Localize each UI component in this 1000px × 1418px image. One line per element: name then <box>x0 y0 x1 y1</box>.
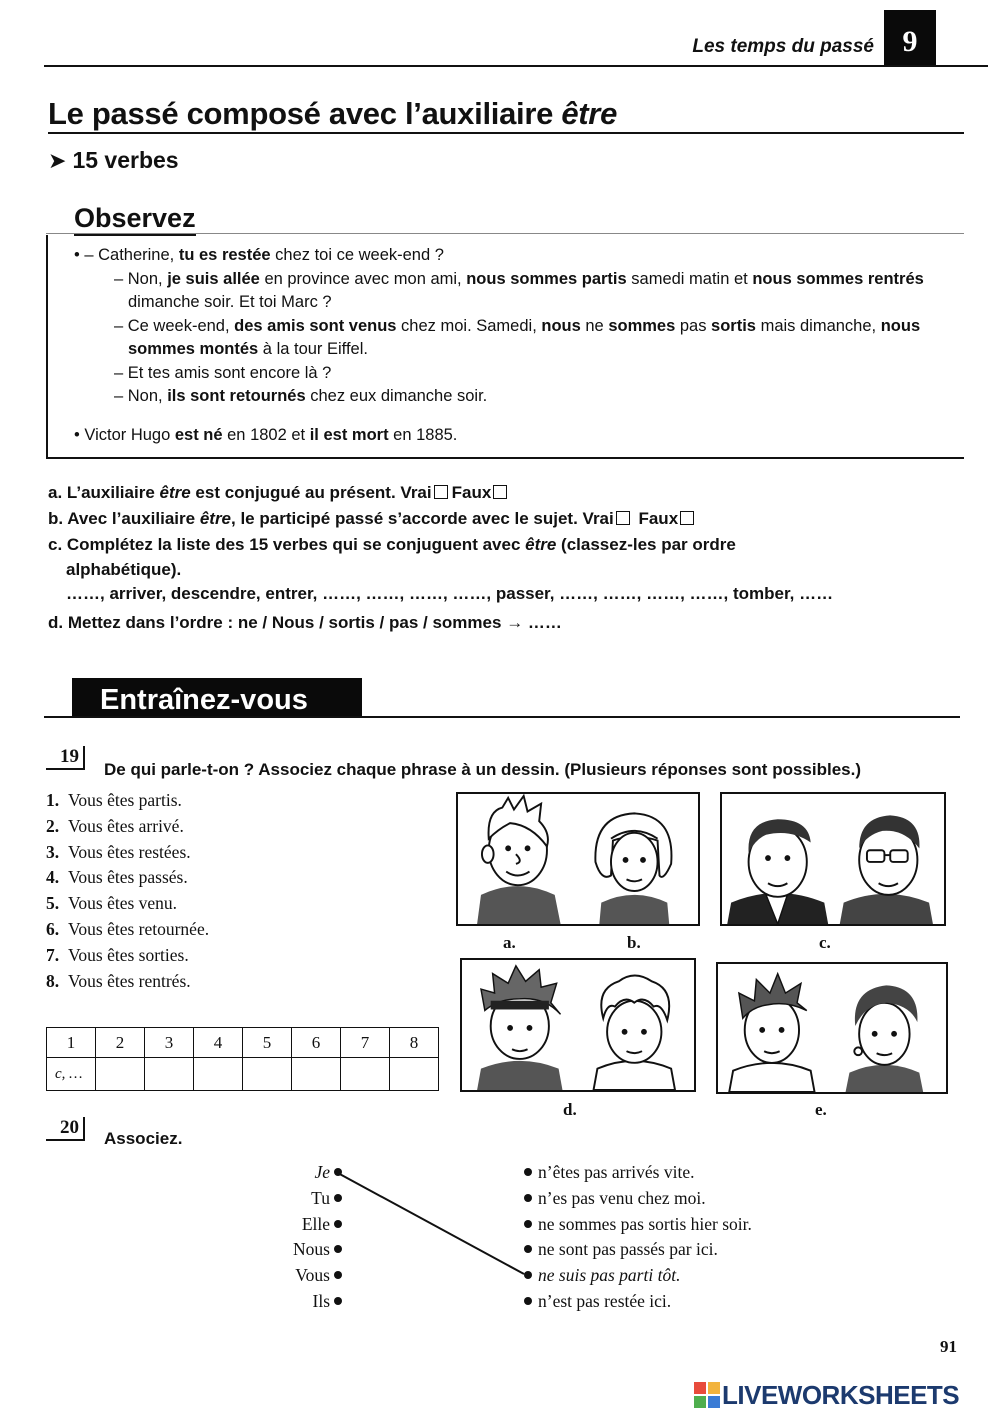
answer-blank[interactable]: …… <box>527 613 562 632</box>
liveworksheets-logo <box>694 1380 959 1410</box>
dialogue-line <box>74 268 934 315</box>
dialogue-bold: sortis <box>711 316 756 335</box>
ending-text: n’es pas venu chez moi. <box>538 1187 706 1208</box>
match-dot-icon[interactable] <box>334 1168 342 1176</box>
dialogue-text: ne <box>580 316 609 335</box>
ending-text: ne sommes pas sortis hier soir. <box>538 1213 752 1234</box>
dialogue-text: chez moi. Samedi, <box>396 316 542 335</box>
dialogue-bold: nous sommes rentrés <box>752 269 924 288</box>
dialogue-text: – Non, <box>114 387 168 405</box>
false-checkbox[interactable] <box>680 511 694 525</box>
ending-item[interactable] <box>524 1237 752 1263</box>
false-checkbox[interactable] <box>493 485 507 499</box>
list-item-number: 8. <box>46 970 60 991</box>
observe-dialogue <box>74 244 934 409</box>
dialogue-text: à la tour Eiffel. <box>258 340 368 358</box>
subject-item[interactable] <box>230 1289 342 1315</box>
list-item-number: 4. <box>46 867 60 888</box>
table-header-cell: 2 <box>96 1028 145 1058</box>
dialogue-bold: des amis sont venus <box>234 316 397 335</box>
subject-text: Nous <box>293 1239 330 1260</box>
list-item-number: 5. <box>46 893 60 914</box>
dialogue-text: chez eux dimanche soir. <box>305 387 488 405</box>
drawing-label-b: b. <box>627 933 641 952</box>
dialogue-line <box>74 315 934 362</box>
answer-cell[interactable] <box>96 1058 145 1091</box>
match-dot-icon[interactable] <box>334 1271 342 1279</box>
match-line-je <box>336 1172 524 1274</box>
question-a-italic: être <box>159 483 191 502</box>
match-dot-icon[interactable] <box>524 1194 532 1202</box>
drawing-e-image <box>716 962 948 1094</box>
table-header-cell: 3 <box>145 1028 194 1058</box>
training-rule <box>44 716 960 718</box>
list-item <box>46 865 209 891</box>
answer-cell[interactable] <box>145 1058 194 1091</box>
page-title-text: Le passé composé avec l’auxiliaire <box>48 96 562 131</box>
list-item-number: 3. <box>46 841 60 862</box>
match-dot-icon[interactable] <box>334 1245 342 1253</box>
dialogue-text: – Et tes amis sont encore là ? <box>114 363 332 382</box>
observe-heading: Observez <box>74 203 196 236</box>
list-item <box>46 814 209 840</box>
subject-item[interactable] <box>230 1263 342 1289</box>
note-text: en 1885. <box>388 426 458 444</box>
dialogue-bold: nous sommes montés <box>128 316 921 358</box>
subject-text: Ils <box>312 1290 330 1311</box>
list-item-text: Vous êtes restées. <box>68 841 191 862</box>
table-header-cell: 7 <box>341 1028 390 1058</box>
ending-text: ne suis pas parti tôt. <box>538 1265 681 1286</box>
question-a-text: a. L’auxiliaire <box>48 483 160 502</box>
drawing-ab-image <box>456 792 700 926</box>
question-b-text: b. Avec l’auxiliaire <box>48 509 200 528</box>
exercise-20-instruction: Associez. <box>104 1129 183 1148</box>
question-a-text-2: est conjugué au présent. Vrai <box>190 483 432 502</box>
note-bold: est né <box>174 426 223 444</box>
dialogue-bold: nous sommes partis <box>466 269 627 288</box>
list-item-text: Vous êtes arrivé. <box>68 815 184 836</box>
dialogue-bold: sommes <box>608 316 676 335</box>
match-dot-icon[interactable] <box>524 1245 532 1253</box>
answer-cell[interactable] <box>194 1058 243 1091</box>
list-item <box>46 917 209 943</box>
training-banner: Entraînez-vous <box>72 678 362 718</box>
list-item-number: 2. <box>46 815 60 836</box>
verb-list-blanks[interactable]: ……, arriver, descendre, entrer, ……, ……, ……, ……, passer, ……, ……, ……, ……, tomber, …… <box>66 584 834 603</box>
dialogue-text: chez toi ce week-end ? <box>270 246 444 264</box>
exercise-20-subjects <box>230 1160 342 1315</box>
page-number: 91 <box>940 1337 957 1356</box>
list-item-text: Vous êtes partis. <box>68 790 182 810</box>
exercise-19-number: 19 <box>46 746 85 770</box>
note-bold: il est mort <box>309 426 389 444</box>
liveworksheets-text: LIVEWORKSHEETS <box>722 1379 960 1410</box>
answer-table <box>46 1027 439 1091</box>
question-c-text-2: (classez-les par ordre <box>556 535 736 554</box>
ending-item[interactable] <box>524 1186 752 1212</box>
note-text: en 1802 et <box>222 426 310 444</box>
drawing-label-e: e. <box>815 1100 827 1119</box>
chapter-number: 9 <box>884 10 936 66</box>
list-item-text: Vous êtes venu. <box>68 893 178 914</box>
question-c-text: c. Complétez la liste des 15 verbes qui se conjuguent avec <box>48 535 526 554</box>
answer-cell[interactable] <box>243 1058 292 1091</box>
match-dot-icon[interactable] <box>524 1271 532 1279</box>
arrow-right-icon: ➤ <box>48 148 67 173</box>
ending-text: n’est pas restée ici. <box>538 1290 672 1311</box>
ending-item[interactable] <box>524 1263 752 1289</box>
page-title <box>48 96 617 132</box>
question-a <box>48 480 511 505</box>
subject-item[interactable] <box>230 1160 342 1186</box>
ending-item[interactable] <box>524 1212 752 1238</box>
question-d <box>48 610 562 635</box>
subject-text: Vous <box>295 1265 330 1286</box>
subject-text: Tu <box>311 1187 330 1208</box>
answer-cell[interactable] <box>341 1058 390 1091</box>
match-dot-icon[interactable] <box>524 1220 532 1228</box>
subtitle <box>48 147 179 174</box>
list-item <box>46 969 209 995</box>
question-d-text: d. Mettez dans l’ordre : ne / Nous / sortis / pas / sommes <box>48 613 502 632</box>
question-c-text-3: alphabétique). <box>66 560 182 579</box>
answer-table-row <box>47 1058 439 1091</box>
note-text: • Victor Hugo <box>74 426 175 444</box>
subject-text: Elle <box>301 1213 330 1234</box>
drawing-label-c: c. <box>819 933 831 952</box>
dialogue-text: pas <box>675 316 712 335</box>
ending-item[interactable] <box>524 1160 752 1186</box>
dialogue-text: mais dimanche, <box>755 316 881 335</box>
answer-cell[interactable] <box>390 1058 439 1091</box>
drawing-d-image <box>460 958 696 1092</box>
list-item-number: 7. <box>46 944 60 965</box>
observe-box-top <box>46 233 964 234</box>
question-b-text-2: , le participé passé s’accorde avec le sujet. Vrai <box>231 509 614 528</box>
list-item-text: Vous êtes sorties. <box>68 944 189 965</box>
list-item-number: 1. <box>46 790 60 810</box>
dialogue-line <box>74 385 934 409</box>
exercise-20-endings <box>524 1160 752 1315</box>
running-head: Les temps du passé <box>692 36 874 57</box>
table-header-cell: 1 <box>47 1028 96 1058</box>
page-title-italic: être <box>561 96 618 131</box>
drawing-c-image <box>720 792 946 926</box>
dialogue-text: samedi matin et <box>626 269 753 288</box>
drawing-label-a: a. <box>503 933 516 952</box>
title-rule <box>48 132 964 134</box>
drawing-label-d: d. <box>563 1100 577 1119</box>
header-rule <box>44 65 988 67</box>
dialogue-text: dimanche soir. Et toi Marc ? <box>128 293 332 311</box>
question-b <box>48 506 698 531</box>
answer-cell[interactable]: c, … <box>47 1058 96 1091</box>
answer-table-header <box>47 1028 439 1058</box>
subject-item[interactable] <box>230 1212 342 1238</box>
subject-item[interactable] <box>230 1186 342 1212</box>
table-header-cell: 4 <box>194 1028 243 1058</box>
match-dot-icon[interactable] <box>524 1168 532 1176</box>
dialogue-bold: ils sont retournés <box>167 387 306 405</box>
arrow-icon: → <box>506 613 524 632</box>
exercise-19-instruction: De qui parle-t-on ? Associez chaque phrase à un dessin. (Plusieurs réponses sont possibles.) <box>104 760 861 779</box>
list-item-number: 6. <box>46 918 60 939</box>
subject-text: Je <box>314 1162 330 1182</box>
dialogue-line <box>74 362 934 386</box>
dialogue-bold: tu es restée <box>178 246 271 264</box>
ending-text: ne sont pas passés par ici. <box>538 1239 718 1260</box>
match-dot-icon[interactable] <box>334 1194 342 1202</box>
dialogue-bold: je suis allée <box>167 269 260 288</box>
list-item-text: Vous êtes rentrés. <box>68 970 191 991</box>
question-c <box>48 532 948 582</box>
liveworksheets-icon <box>694 1382 720 1408</box>
table-header-cell: 8 <box>390 1028 439 1058</box>
list-item <box>46 943 209 969</box>
list-item <box>46 891 209 917</box>
dialogue-text: • – Catherine, <box>74 246 179 264</box>
exercise-20-number: 20 <box>46 1117 85 1141</box>
match-dot-icon[interactable] <box>334 1297 342 1305</box>
faux-label: Faux <box>451 483 492 502</box>
dialogue-text: en province avec mon ami, <box>259 269 467 288</box>
list-item <box>46 840 209 866</box>
table-header-cell: 5 <box>243 1028 292 1058</box>
ending-text: n’êtes pas arrivés vite. <box>538 1162 695 1182</box>
subject-item[interactable] <box>230 1237 342 1263</box>
observe-note <box>74 424 457 448</box>
table-header-cell: 6 <box>292 1028 341 1058</box>
dialogue-line <box>74 244 934 268</box>
dialogue-text: – Non, <box>114 269 168 288</box>
ending-item[interactable] <box>524 1289 752 1315</box>
exercise-19-list <box>46 788 209 994</box>
answer-cell[interactable] <box>292 1058 341 1091</box>
list-item-text: Vous êtes retournée. <box>68 918 210 939</box>
dialogue-text: – Ce week-end, <box>114 316 235 335</box>
faux-label: Faux <box>638 509 679 528</box>
question-c-italic: être <box>525 535 557 554</box>
list-item <box>46 788 209 814</box>
list-item-text: Vous êtes passés. <box>68 867 188 888</box>
question-b-italic: être <box>199 509 232 528</box>
subtitle-text: 15 verbes <box>72 147 179 173</box>
match-dot-icon[interactable] <box>334 1220 342 1228</box>
true-checkbox[interactable] <box>616 511 630 525</box>
dialogue-bold: nous <box>541 316 581 335</box>
match-dot-icon[interactable] <box>524 1297 532 1305</box>
true-checkbox[interactable] <box>434 485 448 499</box>
